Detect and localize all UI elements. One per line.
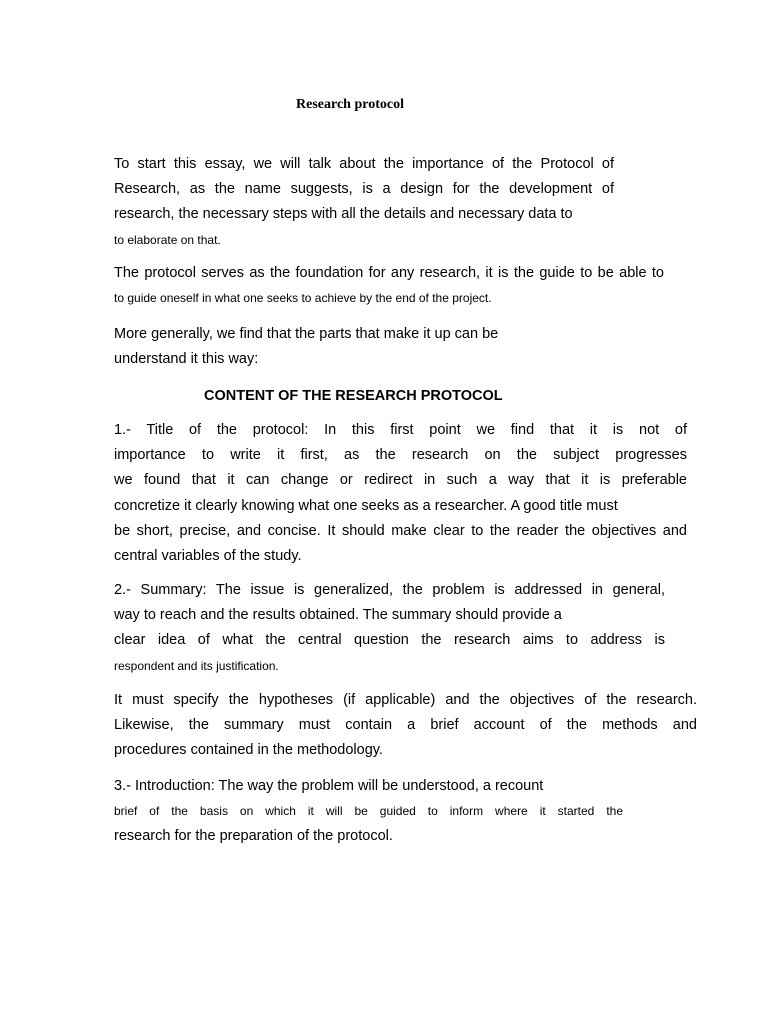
paragraph-line: Research, as the name suggests, is a design for the development of [114,181,614,198]
paragraph-line: way to reach and the results obtained. The summary should provide a [114,607,562,624]
paragraph-intro [114,152,614,253]
paragraph-line: The protocol serves as the foundation for any research, it is the guide to be able to [114,265,664,281]
paragraph-line: To start this essay, we will talk about the importance of the Protocol of [114,156,614,172]
paragraph-line: More generally, we find that the parts that make it up can be [114,326,499,342]
section-heading: CONTENT OF THE RESEARCH PROTOCOL [204,388,503,404]
paragraph-introduction [114,774,623,850]
document-title: Research protocol [296,97,404,112]
paragraph-line: importance to write it first, as the research on the subject progresses [114,447,687,464]
paragraph-line: to guide oneself in what one seeks to achieve by the end of the project. [114,291,492,306]
paragraph-foundation [114,261,664,311]
paragraph-line: respondent and its justification. [114,658,279,673]
paragraph-line: we found that it can change or redirect in such a way that it is preferable [114,472,687,489]
paragraph-line: 3.- Introduction: The way the problem will be understood, a recount [114,778,544,794]
paragraph-line: research for the preparation of the protocol. [114,828,393,845]
paragraph-line: 1.- Title of the protocol: In this first point we find that it is not of [114,422,687,438]
paragraph-line: 2.- Summary: The issue is generalized, the problem is addressed in general, [114,582,665,598]
paragraph-line: be short, precise, and concise. It should make clear to the reader the objectives and [114,522,687,539]
paragraph-hypotheses [114,688,697,764]
paragraph-title-of-protocol [114,418,687,569]
paragraph-line: research, the necessary steps with all the details and necessary data to [114,206,573,223]
paragraph-line: procedures contained in the methodology. [114,742,383,759]
paragraph-line: understand it this way: [114,351,259,368]
paragraph-summary [114,578,665,679]
paragraph-line: clear idea of what the central question the research aims to address is [114,632,665,649]
paragraph-line: It must specify the hypotheses (if applicable) and the objectives of the research. [114,692,697,708]
paragraph-general [114,322,614,372]
paragraph-line: central variables of the study. [114,547,302,564]
paragraph-line: brief of the basis on which it will be guided to inform where it started the [114,804,623,819]
paragraph-line: concretize it clearly knowing what one seeks as a researcher. A good title must [114,497,618,514]
paragraph-line: Likewise, the summary must contain a brief account of the methods and [114,717,697,734]
paragraph-line: to elaborate on that. [114,232,221,247]
